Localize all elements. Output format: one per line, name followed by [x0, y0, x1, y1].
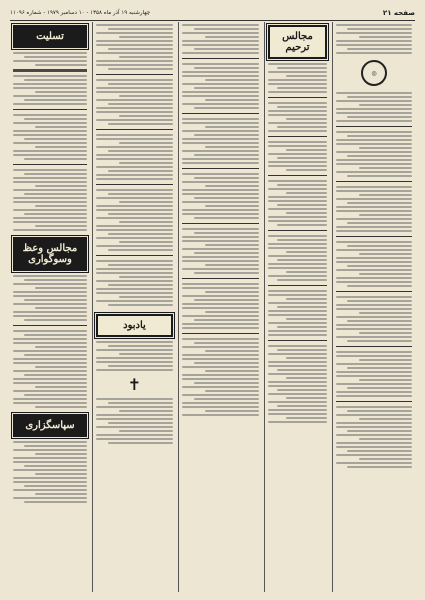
remembrance-heading: یادبود: [96, 314, 173, 337]
column-4: [264, 22, 330, 592]
condolence-heading: تسلیت: [13, 25, 87, 48]
memorial-service-heading: مجالس وعظ وسوگواری: [13, 237, 87, 271]
column-2: [92, 22, 176, 592]
page-header: [10, 6, 415, 21]
column-1: [10, 22, 90, 592]
column-5: [332, 22, 415, 592]
page-number: صفحه ۲۱: [382, 9, 415, 17]
date-line: چهارشنبه ۱۹ آذر ماه ۱۳۵۸ - ۱۰ دسامبر ۱۹۷۹ - شماره ۱۱۰۹۶: [10, 10, 151, 16]
emblem-icon: ◎: [361, 60, 387, 86]
column-3: [178, 22, 262, 592]
gratitude-heading: سپاسگزاری: [13, 414, 87, 437]
memorial-gatherings-heading: مجالس ترحیم: [268, 25, 327, 59]
cross-icon: ✝: [127, 375, 142, 394]
columns: [10, 22, 415, 592]
